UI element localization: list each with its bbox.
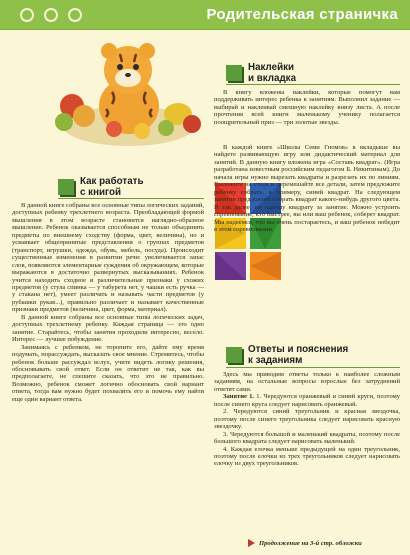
decor-ring-icon <box>68 8 82 22</box>
tiger-illustration <box>54 34 204 149</box>
decor-ring-icon <box>44 8 58 22</box>
divider <box>226 84 400 85</box>
arrow-right-icon <box>248 539 255 547</box>
green-square-icon <box>58 179 74 195</box>
green-square-icon <box>226 347 242 363</box>
section-stickers-heading <box>226 62 296 84</box>
stickers-text-p2: В каждой книге «Школы Семи Гномов» в вкладыше вы найдете развивающую игру или дидактический материал для занятий. В данную книгу вложена игра «Составь квадрат». (Игра разработана известным российским педагогом Б. Никитиным). До начала игры нужно вырезать квадраты и разрезать их по линиям. Выложите на столе и перемешайте все детали, затем предложите ребенку собрать, к примеру, синий квадрат. На следующем занятии предложите собрать квадрат какого-нибудь другого цвета. И так далее, по одному квадрату за занятие. Можно устроить соревнование, кто быстрее, вы или ваш ребенок, соберет квадрат. Мы надеемся, что вы очень постараетесь, и ваш ребенок победит в этом соревновании. <box>214 144 400 233</box>
working-title-line2: с книгой <box>80 187 121 198</box>
decor-ring-icon <box>20 8 34 22</box>
continue-text: Продолжение на 3-й стр. обложки <box>259 539 362 547</box>
section-working-heading <box>58 176 143 198</box>
stickers-title-line2: и вкладка <box>248 73 297 84</box>
lesson-label: Занятие 1. <box>223 393 255 401</box>
divider <box>58 198 204 199</box>
answers-title-line2: к заданиям <box>248 355 303 366</box>
page-title: Родительская страничка <box>206 6 398 23</box>
continue-note <box>248 539 398 547</box>
answers-text: Здесь мы приводим ответы только к наиболее сложным заданиям, на остальные вопросы взрослые без затруднений ответят сами. Занятие 1. 1. Чередуются оранжевый и синий круги, поэтому после синего круга следует нарисовать оранжевый. 2. Чередуются синий треугольник и красная звездочка, поэтому после синего треугольника следует нарисовать красную звездочку. 3. Чередуются большой и маленький квадраты, поэтому после большого квадрата следует нарисовать маленький. 4. Каждая елочка меньше предыдущей на один треугольник, поэтому после елочки из трех треугольников следует нарисовать елочку из двух треугольников. <box>214 371 401 468</box>
header-bar <box>0 0 410 30</box>
green-square-icon <box>226 65 242 81</box>
working-text: В данной книге собраны все основные типы логических заданий, доступных ребенку трехлетнего возраста. Преобладающей формой мышления в этом возрасте становится наглядно-образное мышление. Ребенок оказывается способным не только объединять предметы по внешнему сходству (форма, цвет, величина), но и усваивает общепринятые представления о группах предметов (транспорт, игрушки, одежда, обувь, мебель, посуда). Происходит существенные изменения в развитии речи: увеличивается запас слов, появляются элементарные суждения об окружающем, которые выражаются в достаточно развернутых высказываниях. Ребенок учится находить сходное и различительные признаки у схожих предметов (у стула спинка — у табурета нет, у чашки есть ручка — у стакана нет), умеет различать и называть части предметов (у рубашки рукав...), правильно различает и называет качественные признаки предметов (величина, цвет, форма, материал). В данной книге собраны все основные типы логических задач, доступных трехлетнему ребенку. Каждая страница — это одно занятие. Старайтесь, чтобы занятия проходили интересно, весело. Интерес — лучшее побуждение. Занимаясь с ребенком, не торопите его, дайте ему время подумать, порассуждать, высказать свое мнение. Стремитесь, чтобы ребенок больше рассуждал вслух, учите видеть логику решения, обосновывать свой ответ. Если он ответит не так, как вы предполагаете, не спешите сказать, что это не правильно. Возможно, ребенок сможет логично обосновать свой вариант ответа, тогда вам нужно будет похвалить его и помочь ему найти еще один вариант ответа. <box>12 202 204 403</box>
answers-title-line1: Ответы и пояснения <box>248 344 349 355</box>
section-answers-heading <box>226 344 348 366</box>
stickers-text-p1: В книгу вложены наклейки, которые помогут вам поддерживать интерес ребенка к занятиям. Выполнил задание — выбирай и наклеивай смешную наклейку внизу листа. А после прочтения всей книги маленькому ученику полагается поощрительный приз — три золотые звезды. <box>214 89 400 126</box>
working-title-line1: Как работать <box>80 176 144 187</box>
divider <box>226 367 400 368</box>
stickers-title-line1: Наклейки <box>248 62 295 73</box>
